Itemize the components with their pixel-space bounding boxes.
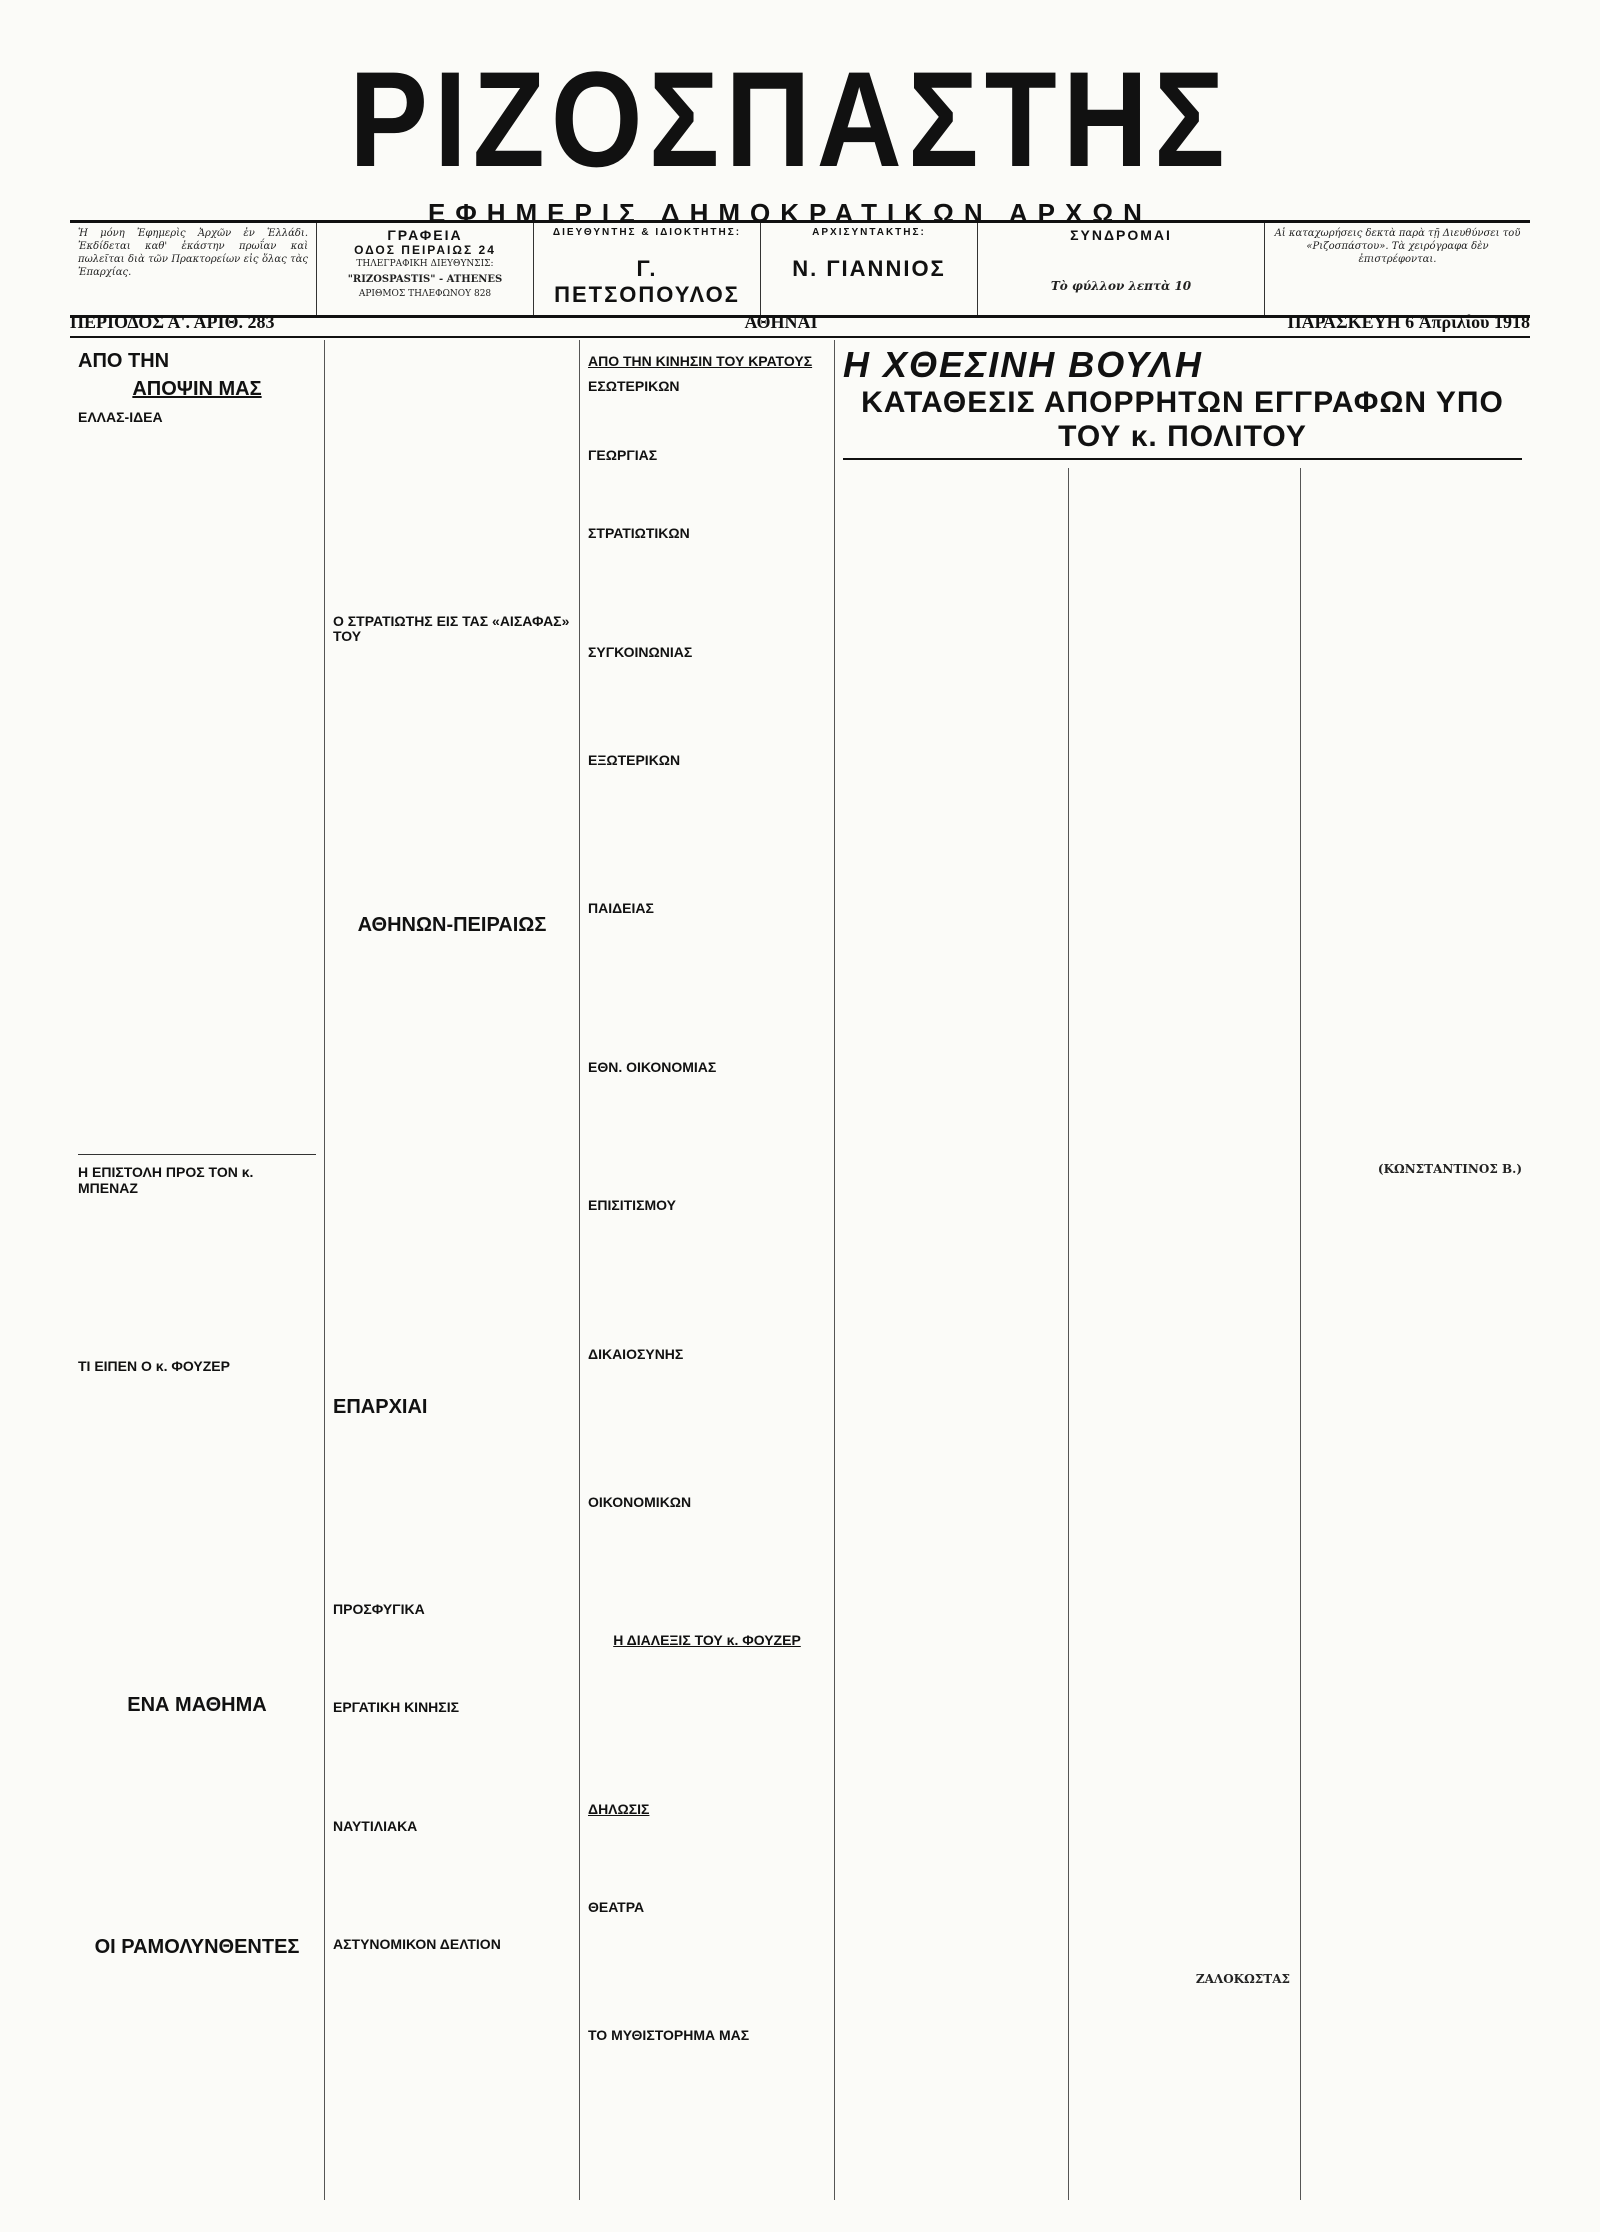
subscriptions-box (978, 223, 1265, 315)
column1-heading-3: ΤΙ ΕΙΠΕΝ Ο κ. ΦΟΥΖΕΡ (78, 1358, 230, 1375)
column2-heading-6: ΝΑΥΤΙΛΙΑΚΑ (333, 1817, 418, 1834)
ads-note: Αἱ καταχωρήσεις δεκτὰ παρὰ τῇ Διευθύνσει τοῦ «Ριζοσπάστου». Τὰ χειρόγραφα δὲν ἐπιστρέφονται. (1274, 228, 1521, 265)
offices-box (317, 223, 534, 315)
section-7-body (588, 1078, 826, 1188)
telegraph: "RIZOSPASTIS" - ATHENES (347, 274, 503, 285)
column3-heading-5: ΤΟ ΜΥΘΙΣΤΟΡΗΜΑ ΜΑΣ (588, 2027, 750, 2044)
section-5: ΕΞΩΤΕΡΙΚΩΝ (588, 751, 681, 768)
column1-headline: ΑΠΟΨΙΝ ΜΑΣ (132, 378, 262, 400)
column3-heading-1: ΑΠΟ ΤΗΝ ΚΙΝΗΣΙΝ ΤΟΥ ΚΡΑΤΟΥΣ (588, 353, 813, 369)
column1-article-4 (78, 1720, 316, 1930)
column3-heading-3: ΔΗΛΩΣΙΣ (588, 1800, 650, 1817)
section-1-body (588, 398, 826, 438)
director-label: ΔΙΕΥΘΥΝΤΗΣ & ΙΔΙΟΚΤΗΤΗΣ: (552, 227, 742, 238)
motto-box (70, 223, 317, 315)
section-1: ΕΣΩΤΕΡΙΚΩΝ (588, 378, 680, 395)
newspaper-title: ΡΙΖΟΣΠΑΣΤΗΣ (349, 44, 1231, 196)
editor-label: ΑΡΧΙΣΥΝΤΑΚΤΗΣ: (812, 227, 926, 238)
column2-article-4 (333, 1620, 571, 1690)
column2-article-6 (333, 1837, 571, 1927)
column2-article-2 (333, 940, 571, 1390)
section-5-body (588, 771, 826, 891)
director-box (534, 223, 761, 315)
section-7: ΕΘΝ. ΟΙΚΟΝΟΜΙΑΣ (588, 1058, 717, 1075)
section-6: ΠΑΙΔΕΙΑΣ (588, 900, 654, 917)
section-8: ΕΠΙΣΙΤΙΣΜΟΥ (588, 1197, 676, 1214)
column-2 (325, 340, 580, 2200)
column2-heading-7: ΑΣΤΥΝΟΜΙΚΟΝ ΔΕΛΤΙΟΝ (333, 1935, 501, 1952)
main-story-col-b (1068, 468, 1290, 2200)
masthead (330, 44, 1250, 229)
phone: ΑΡΙΘΜΟΣ ΤΗΛΕΦΩΝΟΥ 828 (358, 289, 492, 299)
subscriptions-table (986, 243, 1256, 279)
main-story-col-a (843, 468, 1058, 2200)
column3-article-3 (588, 1820, 826, 1890)
column-1 (70, 340, 325, 2200)
main-story-col-c (1300, 468, 1522, 2200)
column2-heading-4: ΠΡΟΣΦΥΓΙΚΑ (333, 1600, 425, 1617)
column2-heading-3: ΕΠΑΡΧΙΑΙ (333, 1395, 428, 1418)
section-9: ΔΙΚΑΙΟΣΥΝΗΣ (588, 1345, 684, 1362)
newspaper-subtitle: ΕΦΗΜΕΡΙΣ ΔΗΜΟΚΡΑΤΙΚΩΝ ΑΡΧΩΝ (428, 198, 1152, 228)
column-4 (835, 340, 1530, 2200)
section-3-body (588, 545, 826, 635)
signature-2: ΖΑΛΟΚΩΣΤΑΣ (1195, 1972, 1290, 1986)
column2-article-1 (333, 648, 571, 908)
column3-heading-4: ΘΕΑΤΡΑ (588, 1899, 645, 1916)
ads-box (1265, 223, 1530, 315)
issue-period: ΠΕΡΙΟΔΟΣ Α'. ΑΡΙΘ. 283 (70, 312, 275, 332)
column2-article-3 (333, 1422, 571, 1592)
column2-heading-5: ΕΡΓΑΤΙΚΗ ΚΙΝΗΣΙΣ (333, 1699, 459, 1716)
editor-box (761, 223, 978, 315)
editor: Ν. ΓΙΑΝΝΙΟΣ (792, 256, 946, 281)
section-4: ΣΥΓΚΟΙΝΩΝΙΑΣ (588, 643, 693, 660)
section-4-body (588, 663, 826, 743)
column3-article-2 (588, 1652, 826, 1792)
column2-article-top (333, 344, 571, 604)
column3-article-4 (588, 1918, 826, 2018)
price-note: Τὸ φύλλον λεπτὰ 10 (1050, 279, 1192, 293)
main-subheadline: ΚΑΤΑΘΕΣΙΣ ΑΠΟΡΡΗΤΩΝ ΕΓΓΡΑΦΩΝ ΥΠΟ ΤΟΥ κ. ΠΟΛΙΤΟΥ (843, 386, 1522, 460)
section-10-body (588, 1513, 826, 1623)
column3-heading-2: Η ΔΙΑΛΕΞΙΣ ΤΟΥ κ. ΦΟΥΖΕΡ (613, 1632, 801, 1649)
info-bar (70, 220, 1530, 318)
column1-kicker: ΑΠΟ ΤΗΝ (78, 350, 170, 372)
section-2-body (588, 466, 826, 516)
motto: Ἡ μόνη Ἐφημερὶς Ἀρχῶν ἐν Ἑλλάδι. Ἐκδίδεται καθ' ἑκάστην πρωΐαν καὶ πωλεῖται διὰ τῶν Πρακτορείων εἰς ὅλας τὰς Ἐπαρχίας. (78, 228, 308, 278)
section-6-body (588, 920, 826, 1050)
column1-heading-4: ΕΝΑ ΜΑΘΗΜΑ (127, 1693, 267, 1716)
telegraph-label: ΤΗΛΕΓΡΑΦΙΚΗ ΔΙΕΥΘΥΝΣΙΣ: (356, 259, 494, 269)
issue-date: ΠΑΡΑΣΚΕΥΗ 6 Ἀπριλίου 1918 (1287, 312, 1530, 332)
column1-heading-5: ΟΙ ΡΑΜΟΛΥΝΘΕΝΤΕΣ (94, 1935, 300, 1958)
column1-heading-2: Η ΕΠΙΣΤΟΛΗ ΠΡΟΣ ΤΟΝ κ. ΜΠΕΝΑΖ (78, 1164, 254, 1196)
section-8-body (588, 1217, 826, 1337)
column1-article-body (78, 428, 316, 1148)
column1-article-2 (78, 1199, 316, 1349)
column1-subhead: ΕΛΛΑΣ-ΙΔΕΑ (78, 409, 163, 425)
section-2: ΓΕΩΡΓΙΑΣ (588, 446, 658, 463)
section-10: ΟΙΚΟΝΟΜΙΚΩΝ (588, 1493, 692, 1510)
offices-label: ΓΡΑΦΕΙΑ (387, 227, 463, 243)
signature-1: (ΚΩΝΣΤΑΝΤΙΝΟΣ Β.) (1377, 1162, 1522, 1176)
dateline (70, 312, 1530, 338)
subscriptions-label: ΣΥΝΔΡΟΜΑΙ (1070, 227, 1172, 243)
column2-article-5 (333, 1719, 571, 1809)
column-3 (580, 340, 835, 2200)
offices-address: ΟΔΟΣ ΠΕΙΡΑΙΩΣ 24 (354, 243, 496, 257)
main-story-columns (843, 468, 1522, 2200)
section-9-body (588, 1365, 826, 1485)
column2-heading-2: ΑΘΗΝΩΝ-ΠΕΙΡΑΙΩΣ (357, 913, 547, 936)
director: Γ. ΠΕΤΣΟΠΟΥΛΟΣ (554, 256, 740, 307)
column2-heading-1: Ο ΣΤΡΑΤΙΩΤΗΣ ΕΙΣ ΤΑΣ «ΑΙΣΑΦΑΣ» ΤΟΥ (333, 613, 570, 645)
column1-article-3 (78, 1378, 316, 1688)
main-headline: Η ΧΘΕΣΙΝΗ ΒΟΥΛΗ (843, 344, 1203, 385)
section-3: ΣΤΡΑΤΙΩΤΙΚΩΝ (588, 525, 690, 542)
issue-city: ΑΘΗΝΑΙ (744, 312, 818, 332)
